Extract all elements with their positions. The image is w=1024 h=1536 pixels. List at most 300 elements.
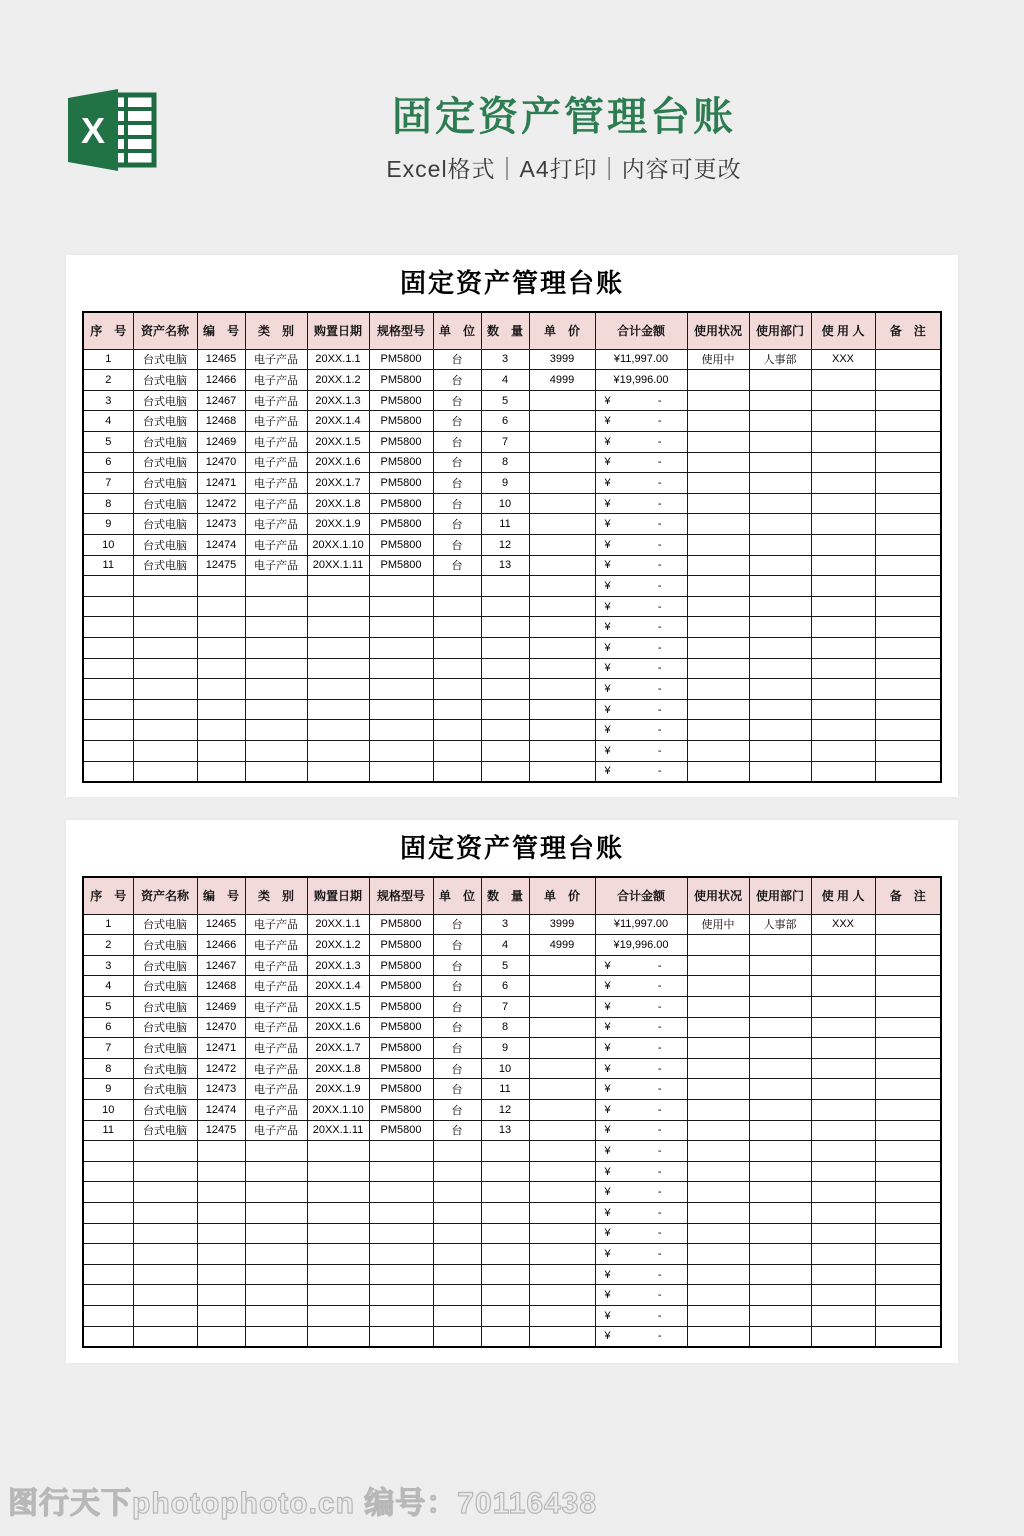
- empty-row: [83, 576, 941, 597]
- cell: [595, 514, 687, 535]
- cell: 11: [481, 1079, 529, 1100]
- cell: [307, 679, 369, 700]
- cell: [811, 1305, 875, 1326]
- cell: 8: [481, 1017, 529, 1038]
- cell: [687, 699, 749, 720]
- cell: 电子产品: [245, 1079, 307, 1100]
- cell: [687, 1161, 749, 1182]
- cell: [595, 411, 687, 432]
- money-value: ¥11,997.00: [613, 918, 669, 931]
- cell: [133, 638, 197, 659]
- cell: [245, 1305, 307, 1326]
- cell: [687, 535, 749, 556]
- zero-dash: -: [657, 1021, 662, 1034]
- cell: 电子产品: [245, 914, 307, 935]
- cell: PM5800: [369, 390, 433, 411]
- currency-symbol: ¥: [604, 1227, 611, 1240]
- currency-symbol: ¥: [604, 600, 611, 613]
- cell: [875, 390, 941, 411]
- column-header: 规格型号: [369, 877, 433, 914]
- cell: 台: [433, 432, 481, 453]
- asset-table: [82, 311, 942, 782]
- cell: [133, 720, 197, 741]
- cell: [529, 761, 595, 782]
- page-subtitle: Excel格式｜A4打印｜内容可更改: [386, 156, 742, 182]
- cell: 12: [481, 1100, 529, 1121]
- cell: [875, 1223, 941, 1244]
- cell: 20XX.1.4: [307, 411, 369, 432]
- cell: [245, 720, 307, 741]
- cell: 12467: [197, 390, 245, 411]
- cell: PM5800: [369, 1120, 433, 1141]
- cell: 使用中: [687, 914, 749, 935]
- cell: [529, 1038, 595, 1059]
- money-cell-content: [597, 683, 686, 695]
- cell: [481, 1305, 529, 1326]
- currency-symbol: ¥: [604, 538, 611, 551]
- cell: [245, 1244, 307, 1265]
- cell: [369, 1203, 433, 1224]
- cell: 台式电脑: [133, 955, 197, 976]
- cell: PM5800: [369, 535, 433, 556]
- cell: [433, 638, 481, 659]
- cell: 1: [83, 349, 133, 370]
- cell: [307, 638, 369, 659]
- cell: [749, 997, 811, 1018]
- cell: [307, 1182, 369, 1203]
- cell: 台: [433, 535, 481, 556]
- cell: [133, 1285, 197, 1306]
- cell: 3999: [529, 914, 595, 935]
- cell: [529, 1141, 595, 1162]
- currency-symbol: ¥: [604, 641, 611, 654]
- cell: [197, 658, 245, 679]
- cell: 电子产品: [245, 370, 307, 391]
- column-header: 序 号: [83, 877, 133, 914]
- cell: [595, 914, 687, 935]
- table-row: [83, 493, 941, 514]
- cell: 20XX.1.1: [307, 349, 369, 370]
- empty-row: [83, 638, 941, 659]
- cell: 12473: [197, 514, 245, 535]
- currency-symbol: ¥: [604, 435, 611, 448]
- cell: [433, 1203, 481, 1224]
- cell: [595, 1058, 687, 1079]
- cell: PM5800: [369, 1038, 433, 1059]
- cell: [529, 1326, 595, 1347]
- cell: 12472: [197, 493, 245, 514]
- cell: [595, 976, 687, 997]
- cell: [433, 720, 481, 741]
- cell: [687, 679, 749, 700]
- currency-symbol: ¥: [604, 477, 611, 490]
- money-cell-content: [597, 1248, 686, 1260]
- cell: [749, 740, 811, 761]
- cell: [529, 1100, 595, 1121]
- cell: 台: [433, 1100, 481, 1121]
- cell: [875, 1244, 941, 1265]
- cell: 20XX.1.5: [307, 997, 369, 1018]
- cell: [83, 679, 133, 700]
- cell: [595, 390, 687, 411]
- cell: 电子产品: [245, 473, 307, 494]
- currency-symbol: ¥: [604, 1103, 611, 1116]
- cell: PM5800: [369, 1058, 433, 1079]
- cell: [369, 596, 433, 617]
- currency-symbol: ¥: [604, 1289, 611, 1302]
- cell: [197, 1182, 245, 1203]
- cell: [811, 576, 875, 597]
- empty-row: [83, 1182, 941, 1203]
- cell: 台式电脑: [133, 432, 197, 453]
- cell: [83, 720, 133, 741]
- zero-dash: -: [657, 518, 662, 531]
- money-cell-content: [597, 456, 686, 468]
- cell: [875, 370, 941, 391]
- cell: [83, 1141, 133, 1162]
- cell: [369, 1223, 433, 1244]
- cell: XXX: [811, 349, 875, 370]
- money-cell-content: [597, 1042, 686, 1054]
- cell: PM5800: [369, 555, 433, 576]
- cell: [133, 658, 197, 679]
- cell: 台式电脑: [133, 411, 197, 432]
- cell: [83, 1326, 133, 1347]
- cell: [595, 1141, 687, 1162]
- cell: 20XX.1.6: [307, 1017, 369, 1038]
- cell: [875, 473, 941, 494]
- cell: [481, 1182, 529, 1203]
- cell: [245, 1141, 307, 1162]
- money-cell-content: [597, 601, 686, 613]
- cell: [687, 452, 749, 473]
- table-row: [83, 370, 941, 391]
- cell: [133, 1326, 197, 1347]
- cell: [529, 1285, 595, 1306]
- cell: [687, 576, 749, 597]
- cell: [749, 679, 811, 700]
- cell: [529, 1161, 595, 1182]
- cell: [529, 1079, 595, 1100]
- cell: [245, 576, 307, 597]
- cell: [307, 1264, 369, 1285]
- cell: [875, 914, 941, 935]
- cell: 台: [433, 914, 481, 935]
- table-row: [83, 976, 941, 997]
- cell: [529, 638, 595, 659]
- cell: [529, 617, 595, 638]
- cell: 4999: [529, 935, 595, 956]
- cell: [481, 1326, 529, 1347]
- cell: [529, 997, 595, 1018]
- column-header: 单 价: [529, 312, 595, 349]
- column-header: 使用部门: [749, 877, 811, 914]
- cell: [433, 740, 481, 761]
- cell: [83, 638, 133, 659]
- cell: [595, 1285, 687, 1306]
- zero-dash: -: [657, 1186, 662, 1199]
- column-header: 备 注: [875, 312, 941, 349]
- money-cell-content: [597, 353, 686, 365]
- cell: [481, 761, 529, 782]
- zero-dash: -: [657, 1247, 662, 1260]
- currency-symbol: ¥: [604, 415, 611, 428]
- cell: [875, 514, 941, 535]
- zero-dash: -: [657, 435, 662, 448]
- cell: [687, 935, 749, 956]
- cell: 10: [481, 1058, 529, 1079]
- cell: [595, 1305, 687, 1326]
- cell: [811, 555, 875, 576]
- cell: [749, 1285, 811, 1306]
- money-cell-content: [597, 395, 686, 407]
- cell: 电子产品: [245, 493, 307, 514]
- cell: [875, 1058, 941, 1079]
- cell: [529, 473, 595, 494]
- cell: [687, 955, 749, 976]
- money-cell-content: [597, 436, 686, 448]
- cell: [595, 1244, 687, 1265]
- cell: [687, 1223, 749, 1244]
- cell: 4: [481, 935, 529, 956]
- zero-dash: -: [657, 580, 662, 593]
- cell: 台: [433, 370, 481, 391]
- cell: [197, 1326, 245, 1347]
- cell: [595, 1017, 687, 1038]
- zero-dash: -: [657, 477, 662, 490]
- money-cell-content: [597, 918, 686, 930]
- cell: PM5800: [369, 976, 433, 997]
- currency-symbol: ¥: [604, 703, 611, 716]
- table-head: [83, 877, 941, 914]
- cell: 电子产品: [245, 997, 307, 1018]
- cell: 20XX.1.1: [307, 914, 369, 935]
- cell: 3999: [529, 349, 595, 370]
- cell: 12470: [197, 1017, 245, 1038]
- currency-symbol: ¥: [604, 1042, 611, 1055]
- cell: [875, 432, 941, 453]
- cell: [811, 720, 875, 741]
- cell: 12469: [197, 997, 245, 1018]
- cell: [595, 658, 687, 679]
- currency-symbol: ¥: [604, 682, 611, 695]
- cell: [307, 720, 369, 741]
- cell: [749, 638, 811, 659]
- cell: 4: [481, 370, 529, 391]
- zero-dash: -: [657, 559, 662, 572]
- column-header: 购置日期: [307, 877, 369, 914]
- cell: [369, 1182, 433, 1203]
- cell: [433, 699, 481, 720]
- cell: 11: [83, 1120, 133, 1141]
- cell: [875, 638, 941, 659]
- cell: 电子产品: [245, 1038, 307, 1059]
- cell: [481, 1285, 529, 1306]
- cell: [133, 576, 197, 597]
- cell: [433, 1264, 481, 1285]
- cell: [749, 493, 811, 514]
- cell: 12466: [197, 935, 245, 956]
- cell: [433, 658, 481, 679]
- cell: [749, 1141, 811, 1162]
- empty-row: [83, 679, 941, 700]
- money-cell-content: [597, 415, 686, 427]
- currency-symbol: ¥: [604, 1268, 611, 1281]
- cell: 台式电脑: [133, 493, 197, 514]
- cell: [811, 514, 875, 535]
- cell: [811, 1285, 875, 1306]
- cell: [83, 617, 133, 638]
- column-header: 单 位: [433, 877, 481, 914]
- cell: 台: [433, 514, 481, 535]
- cell: [529, 976, 595, 997]
- cell: [749, 555, 811, 576]
- cell: [875, 1079, 941, 1100]
- cell: 12468: [197, 976, 245, 997]
- cell: [529, 1264, 595, 1285]
- table-body: [83, 349, 941, 781]
- cell: 20XX.1.10: [307, 535, 369, 556]
- cell: 10: [83, 1100, 133, 1121]
- table-row: [83, 473, 941, 494]
- sheet-title: 固定资产管理台账: [399, 833, 624, 863]
- zero-dash: -: [657, 1227, 662, 1240]
- cell: [875, 1141, 941, 1162]
- cell: [83, 1305, 133, 1326]
- empty-row: [83, 617, 941, 638]
- cell: 台: [433, 976, 481, 997]
- cell: [875, 617, 941, 638]
- empty-row: [83, 1161, 941, 1182]
- cell: [875, 658, 941, 679]
- cell: [369, 576, 433, 597]
- cell: [749, 1058, 811, 1079]
- cell: 电子产品: [245, 535, 307, 556]
- cell: [811, 473, 875, 494]
- cell: 4: [83, 411, 133, 432]
- cell: 10: [83, 535, 133, 556]
- cell: [687, 432, 749, 453]
- cell: [749, 411, 811, 432]
- column-header: 单 价: [529, 877, 595, 914]
- cell: 电子产品: [245, 411, 307, 432]
- cell: [687, 555, 749, 576]
- cell: [595, 955, 687, 976]
- cell: 人事部: [749, 349, 811, 370]
- cell: PM5800: [369, 1100, 433, 1121]
- cell: [811, 699, 875, 720]
- cell: [595, 1264, 687, 1285]
- currency-symbol: ¥: [604, 662, 611, 675]
- money-cell-content: [597, 1145, 686, 1157]
- empty-row: [83, 658, 941, 679]
- zero-dash: -: [657, 703, 662, 716]
- cell: [529, 1017, 595, 1038]
- cell: 电子产品: [245, 1120, 307, 1141]
- cell: 台式电脑: [133, 1038, 197, 1059]
- money-cell-content: [597, 477, 686, 489]
- cell: 12: [481, 535, 529, 556]
- cell: 8: [83, 493, 133, 514]
- cell: 12474: [197, 1100, 245, 1121]
- watermark: 图行天下photophoto.cn 编号：70116438: [8, 1487, 598, 1520]
- cell: [811, 411, 875, 432]
- money-cell-content: [597, 1310, 686, 1322]
- cell: 20XX.1.2: [307, 370, 369, 391]
- cell: 台式电脑: [133, 997, 197, 1018]
- cell: [687, 370, 749, 391]
- cell: [481, 596, 529, 617]
- cell: [481, 1244, 529, 1265]
- cell: [529, 1223, 595, 1244]
- header-row: [83, 877, 941, 914]
- money-cell-content: [597, 1104, 686, 1116]
- cell: PM5800: [369, 452, 433, 473]
- cell: [133, 1203, 197, 1224]
- cell: 4999: [529, 370, 595, 391]
- cell: [749, 1161, 811, 1182]
- cell: [749, 596, 811, 617]
- cell: [197, 1161, 245, 1182]
- cell: [197, 1244, 245, 1265]
- cell: 4: [83, 976, 133, 997]
- cell: [749, 935, 811, 956]
- cell: [749, 576, 811, 597]
- cell: [749, 432, 811, 453]
- cell: [749, 658, 811, 679]
- table-row: [83, 1058, 941, 1079]
- cell: [595, 1038, 687, 1059]
- empty-row: [83, 1223, 941, 1244]
- cell: [433, 679, 481, 700]
- empty-row: [83, 699, 941, 720]
- cell: [433, 1244, 481, 1265]
- cell: [433, 1326, 481, 1347]
- cell: [687, 1264, 749, 1285]
- cell: [481, 617, 529, 638]
- cell: [307, 576, 369, 597]
- cell: [687, 1141, 749, 1162]
- table-row: [83, 955, 941, 976]
- cell: [687, 658, 749, 679]
- cell: [687, 617, 749, 638]
- cell: [749, 452, 811, 473]
- cell: [749, 1100, 811, 1121]
- zero-dash: -: [657, 744, 662, 757]
- cell: [811, 1120, 875, 1141]
- cell: 电子产品: [245, 452, 307, 473]
- cell: PM5800: [369, 1079, 433, 1100]
- cell: [197, 1203, 245, 1224]
- cell: [687, 1058, 749, 1079]
- money-cell-content: [597, 1227, 686, 1239]
- table-head: [83, 312, 941, 349]
- empty-row: [83, 1141, 941, 1162]
- column-header: 合计金额: [595, 877, 687, 914]
- cell: [687, 1244, 749, 1265]
- cell: [245, 658, 307, 679]
- cell: [245, 1285, 307, 1306]
- zero-dash: -: [657, 1062, 662, 1075]
- cell: [811, 493, 875, 514]
- cell: 12471: [197, 473, 245, 494]
- table-row: [83, 1100, 941, 1121]
- money-cell-content: [597, 1330, 686, 1342]
- cell: 台: [433, 997, 481, 1018]
- svg-text:X: X: [80, 110, 106, 151]
- cell: [481, 1141, 529, 1162]
- column-header: 编 号: [197, 877, 245, 914]
